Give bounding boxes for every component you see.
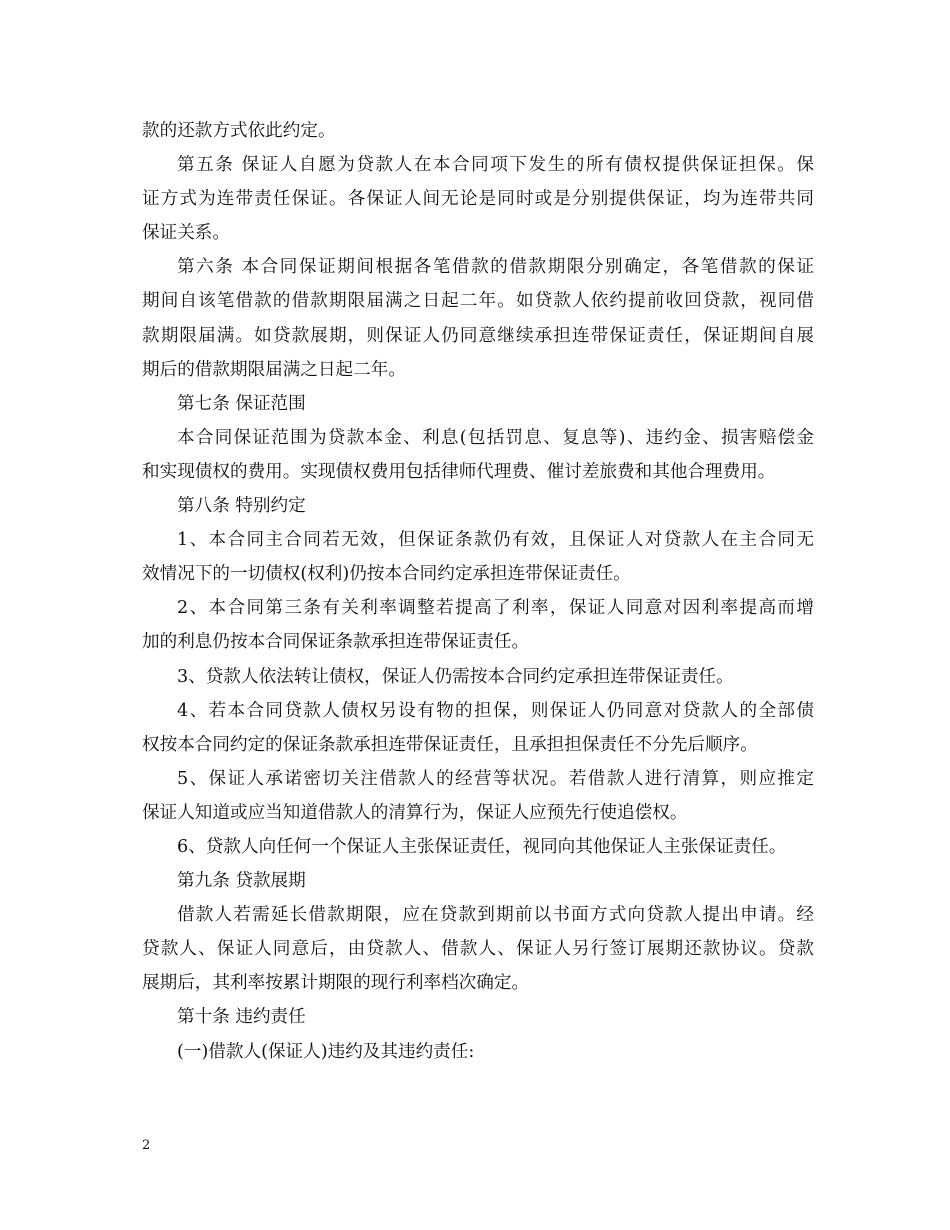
paragraph-line: 第六条 本合同保证期间根据各笔借款的借款期限分别确定，各笔借款的保证	[177, 257, 814, 278]
paragraph-line: 和实现债权的费用。实现债权费用包括律师代理费、催讨差旅费和其他合理费用。	[142, 461, 776, 482]
page-number: 2	[142, 1138, 151, 1153]
paragraph-line: 展期后，其利率按累计期限的现行利率档次确定。	[142, 973, 530, 994]
paragraph-line: 效情况下的一切债权(权利)仍按本合同约定承担连带保证责任。	[142, 564, 631, 585]
section-heading: 第七条 保证范围	[177, 393, 306, 414]
paragraph-line: 保证关系。	[142, 223, 230, 244]
paragraph-line: 第五条 保证人自愿为贷款人在本合同项下发生的所有债权提供保证担保。保	[177, 155, 814, 176]
paragraph-line: 期间自该笔借款的借款期限届满之日起二年。如贷款人依约提前收回贷款，视同借	[142, 291, 814, 312]
paragraph-line: 款的还款方式依此约定。	[142, 121, 336, 141]
paragraph-line: 3、贷款人依法转让债权，保证人仍需按本合同约定承担连带保证责任。	[177, 666, 734, 687]
paragraph-line: 2、本合同第三条有关利率调整若提高了利率，保证人同意对因利率提高而增	[177, 598, 814, 619]
paragraph-line: 加的利息仍按本合同保证条款承担连带保证责任。	[142, 632, 530, 653]
section-heading: 第十条 违约责任	[177, 1007, 306, 1028]
paragraph-line: 期后的借款期限届满之日起二年。	[142, 359, 406, 380]
paragraph-line: 权按本合同约定的保证条款承担连带保证责任，且承担担保责任不分先后顺序。	[142, 734, 758, 755]
paragraph-line: 5、保证人承诺密切关注借款人的经营等状况。若借款人进行清算，则应推定	[177, 768, 814, 789]
paragraph-line: (一)借款人(保证人)违约及其违约责任:	[177, 1041, 475, 1062]
paragraph-line: 保证人知道或应当知道借款人的清算行为，保证人应预先行使追偿权。	[142, 802, 688, 823]
paragraph-line: 4、若本合同贷款人债权另设有物的担保，则保证人仍同意对贷款人的全部债	[177, 700, 814, 721]
paragraph-line: 6、贷款人向任何一个保证人主张保证责任，视同向其他保证人主张保证责任。	[177, 836, 787, 857]
section-heading: 第八条 特别约定	[177, 496, 306, 517]
paragraph-line: 款期限届满。如贷款展期，则保证人仍同意继续承担连带保证责任，保证期间自展	[142, 325, 814, 346]
paragraph-line: 贷款人、保证人同意后，由贷款人、借款人、保证人另行签订展期还款协议。贷款	[142, 939, 814, 960]
paragraph-line: 证方式为连带责任保证。各保证人间无论是同时或是分别提供保证，均为连带共同	[142, 189, 814, 210]
paragraph-line: 1、本合同主合同若无效，但保证条款仍有效，且保证人对贷款人在主合同无	[177, 530, 814, 551]
document-body	[142, 114, 814, 1069]
paragraph-line: 借款人若需延长借款期限，应在贷款到期前以书面方式向贷款人提出申请。经	[177, 905, 814, 926]
paragraph-line: 本合同保证范围为贷款本金、利息(包括罚息、复息等)、违约金、损害赔偿金	[177, 427, 814, 448]
section-heading: 第九条 贷款展期	[177, 871, 306, 892]
